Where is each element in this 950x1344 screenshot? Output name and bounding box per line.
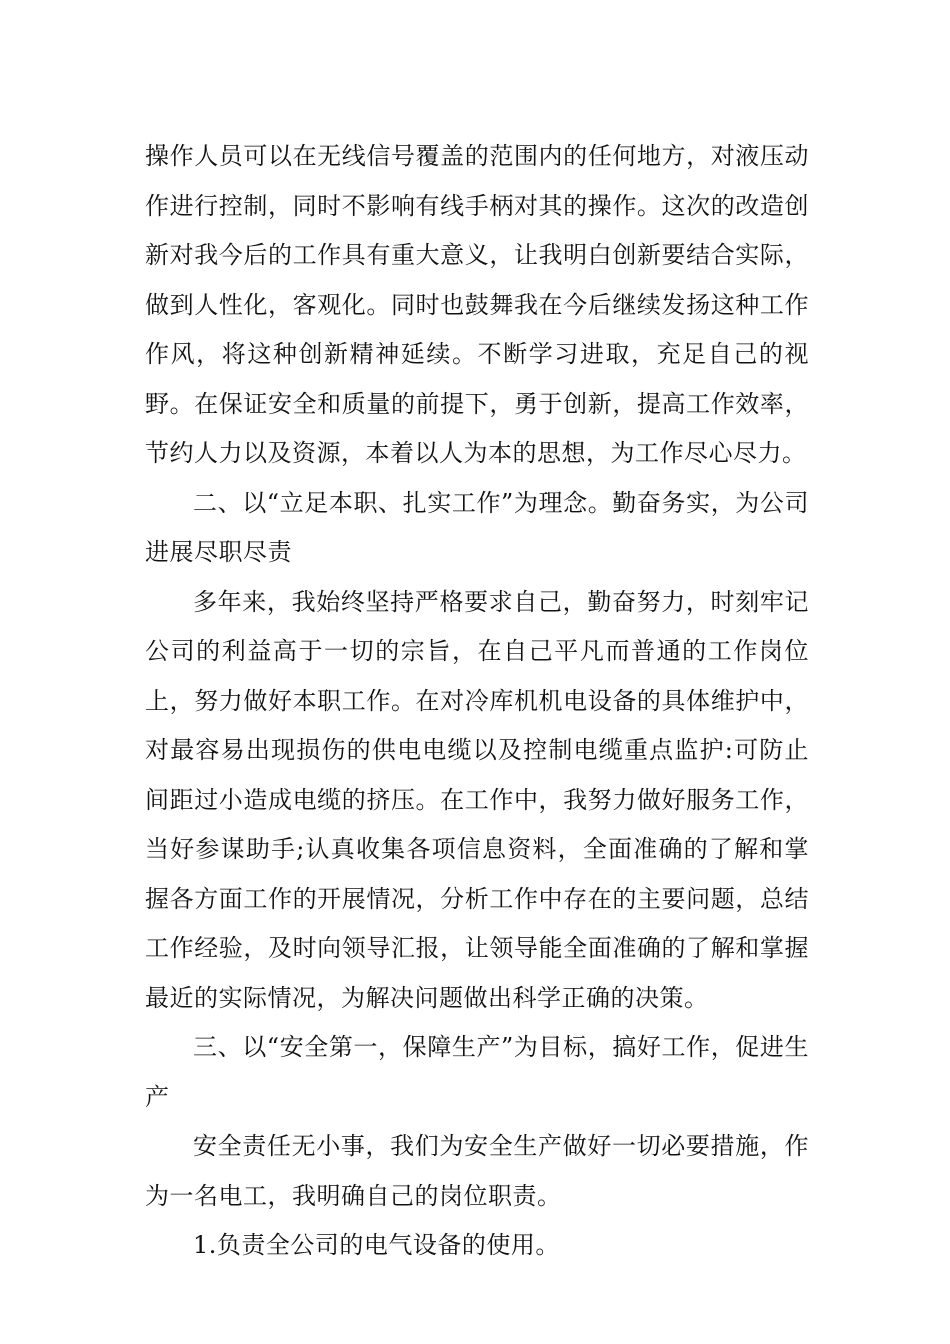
document-body bbox=[145, 132, 809, 1271]
list-item-1: 1.负责全公司的电气设备的使用。 bbox=[193, 1231, 560, 1259]
paragraph-diligence: 多年来，我始终坚持严格要求自己，勤奋努力，时刻牢记公司的利益高于一切的宗旨，在自己平凡而普通的工作岗位上，努力做好本职工作。在对冷库机机电设备的具体维护中，对最容易出现损伤的供电电缆以及控制电缆重点监护:可防止间距过小造成电缆的挤压。在工作中，我努力做好服务工作，当好参谋助手;认真收集各项信息资料，全面准确的了解和掌握各方面工作的开展情况，分析工作中存在的主要问题，总结工作经验，及时向领导汇报，让领导能全面准确的了解和掌握最近的实际情况，为解决问题做出科学正确的决策。 bbox=[145, 587, 809, 1012]
paragraph-safety-responsibility: 安全责任无小事，我们为安全生产做好一切必要措施，作为一名电工，我明确自己的岗位职责。 bbox=[145, 1132, 809, 1210]
section-heading-2: 二、以“立足本职、扎实工作”为理念。勤奋务实，为公司进展尽职尽责 bbox=[145, 488, 809, 566]
paragraph-innovation-summary: 操作人员可以在无线信号覆盖的范围内的任何地方，对液压动作进行控制，同时不影响有线手柄对其的操作。这次的改造创新对我今后的工作具有重大意义，让我明白创新要结合实际，做到人性化，客观化。同时也鼓舞我在今后继续发扬这种工作作风，将这种创新精神延续。不断学习进取，充足自己的视野。在保证安全和质量的前提下，勇于创新，提高工作效率，节约人力以及资源，本着以人为本的思想，为工作尽心尽力。 bbox=[145, 142, 809, 467]
section-heading-3: 三、以“安全第一，保障生产”为目标，搞好工作，促进生产 bbox=[145, 1033, 809, 1111]
